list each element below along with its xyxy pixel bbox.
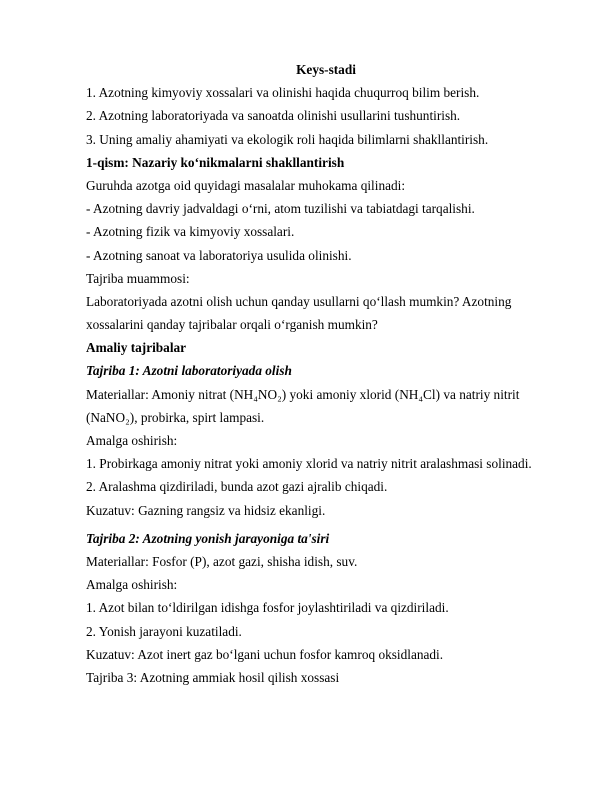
exp2-step-1: 1. Azot bilan to‘ldirilgan idishga fosfor joylashtiriladi va qizdiriladi. bbox=[86, 600, 449, 616]
part1-intro: Guruhda azotga oid quyidagi masalalar muhokama qilinadi: bbox=[86, 177, 406, 193]
exp2-procedure-label: Amalga oshirish: bbox=[86, 577, 178, 593]
topic-item-3: - Azotning sanoat va laboratoriya usulida olinishi. bbox=[86, 247, 352, 263]
exp2-step-2: 2. Yonish jarayoni kuzatiladi. bbox=[86, 623, 242, 639]
exp1-materials-line-2: (NaNO₂), probirka, spirt lampasi. bbox=[86, 409, 265, 425]
exp1-procedure-label: Amalga oshirish: bbox=[86, 433, 178, 448]
goal-item-1: 1. Azotning kimyoviy xossalari va olinishi haqida chuqurroq bilim berish. bbox=[86, 85, 480, 101]
exp1-step-2: 2. Aralashma qizdiriladi, bunda azot gazi ajralib chiqadi. bbox=[86, 479, 388, 495]
part1-heading: 1-qism: Nazariy ko‘nikmalarni shakllantirish bbox=[86, 154, 345, 170]
practice-heading: Amaliy tajribalar bbox=[86, 340, 187, 356]
problem-text-line-2: xossalarini qanday tajribalar orqali o‘rganish mumkin? bbox=[86, 317, 378, 333]
exp1-step-1: 1. Probirkaga amoniy nitrat yoki amoniy xlorid va natriy nitrit aralashmasi solinadi. bbox=[86, 456, 532, 472]
exp1-observation: Kuzatuv: Gazning rangsiz va hidsiz ekanligi. bbox=[86, 502, 326, 518]
exp2-observation: Kuzatuv: Azot inert gaz bo‘lgani uchun fosfor kamroq oksidlanadi. bbox=[86, 646, 444, 662]
exp3-title: Tajriba 3: Azotning ammiak hosil qilish xossasi bbox=[86, 669, 340, 685]
document-title: Keys-stadi bbox=[296, 62, 356, 77]
problem-text-line-1: Laboratoriyada azotni olish uchun qanday usullarni qo‘llash mumkin? Azotning bbox=[86, 293, 512, 309]
problem-label: Tajriba muammosi: bbox=[86, 270, 190, 286]
topic-item-1: - Azotning davriy jadvaldagi o‘rni, atom tuzilishi va tabiatdagi tarqalishi. bbox=[86, 201, 475, 217]
goal-item-3: 3. Uning amaliy ahamiyati va ekologik roli haqida bilimlarni shakllantirish. bbox=[86, 131, 489, 147]
exp1-materials-line-1: Materiallar: Amoniy nitrat (NH₄NO₂) yoki amoniy xlorid (NH₄Cl) va natriy nitrit bbox=[86, 386, 520, 402]
exp1-title: Tajriba 1: Azotni laboratoriyada olish bbox=[86, 363, 292, 379]
document-page bbox=[86, 58, 566, 689]
exp2-title: Tajriba 2: Azotning yonish jarayoniga ta'siri bbox=[86, 530, 330, 546]
exp2-materials: Materiallar: Fosfor (P), azot gazi, shisha idish, suv. bbox=[86, 553, 358, 569]
goal-item-2: 2. Azotning laboratoriyada va sanoatda olinishi usullarini tushuntirish. bbox=[86, 108, 461, 124]
topic-item-2: - Azotning fizik va kimyoviy xossalari. bbox=[86, 224, 295, 240]
